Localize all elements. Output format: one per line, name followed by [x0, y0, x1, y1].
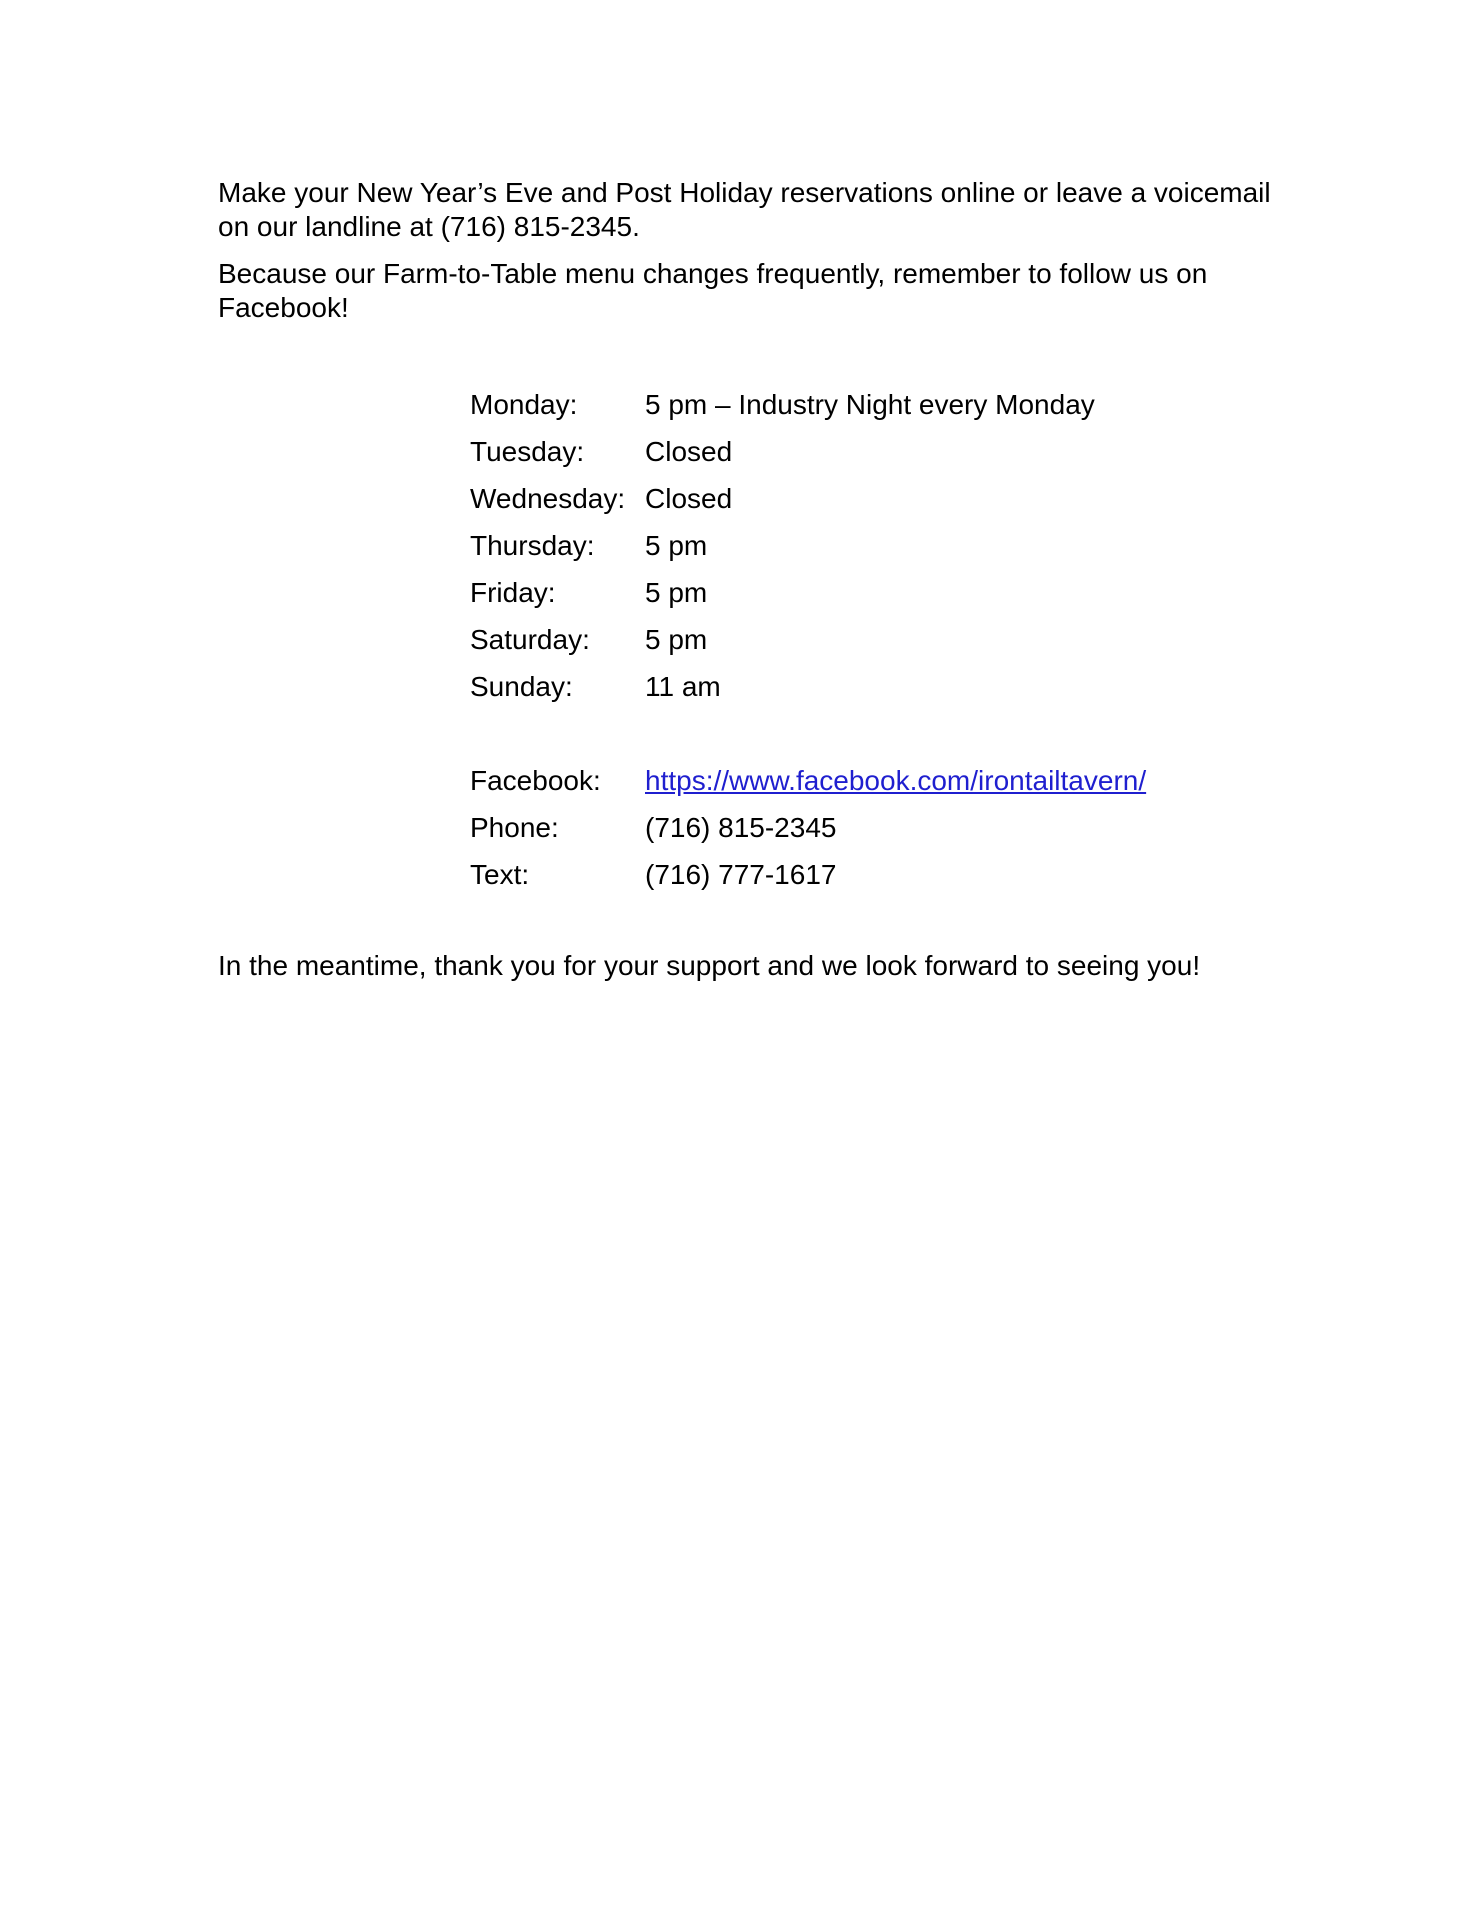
day-label: Sunday:	[470, 671, 573, 702]
hours-value: Closed	[645, 436, 733, 467]
text-label: Text:	[470, 859, 530, 890]
day-label: Saturday:	[470, 624, 590, 655]
day-label: Tuesday:	[470, 436, 585, 467]
phone-label: Phone:	[470, 812, 559, 843]
hours-row-sunday	[470, 663, 1270, 710]
hours-row-friday	[470, 569, 1270, 616]
hours-value: Closed	[645, 483, 733, 514]
text-number: (716) 777-1617	[645, 859, 837, 890]
spacer	[470, 710, 1270, 757]
hours-value: 5 pm	[645, 624, 708, 655]
contact-row-text	[470, 851, 1270, 898]
hours-row-monday	[470, 381, 1270, 428]
facebook-label: Facebook:	[470, 765, 601, 796]
day-label: Thursday:	[470, 530, 595, 561]
contact-row-facebook	[470, 757, 1270, 804]
hours-row-thursday	[470, 522, 1270, 569]
hours-value: 5 pm – Industry Night every Monday	[645, 389, 1095, 420]
hours-row-wednesday	[470, 475, 1270, 522]
hours-row-tuesday	[470, 428, 1270, 475]
day-label: Friday:	[470, 577, 556, 608]
hours-value: 5 pm	[645, 530, 708, 561]
hours-and-contact-table	[470, 381, 1270, 898]
facebook-follow-paragraph: Because our Farm-to-Table menu changes frequently, remember to follow us on Facebook!	[218, 258, 1208, 323]
reservation-paragraph: Make your New Year’s Eve and Post Holiday reservations online or leave a voicemail on our landline at (716) 815-2345.	[218, 177, 1271, 242]
hours-value: 11 am	[645, 671, 721, 702]
day-label: Wednesday:	[470, 483, 626, 514]
closing-paragraph: In the meantime, thank you for your support and we look forward to seeing you!	[218, 950, 1201, 981]
phone-number: (716) 815-2345	[645, 812, 837, 843]
hours-row-saturday	[470, 616, 1270, 663]
day-label: Monday:	[470, 389, 578, 420]
contact-row-phone	[470, 804, 1270, 851]
hours-value: 5 pm	[645, 577, 708, 608]
facebook-link[interactable]: https://www.facebook.com/irontailtavern/	[645, 765, 1147, 796]
